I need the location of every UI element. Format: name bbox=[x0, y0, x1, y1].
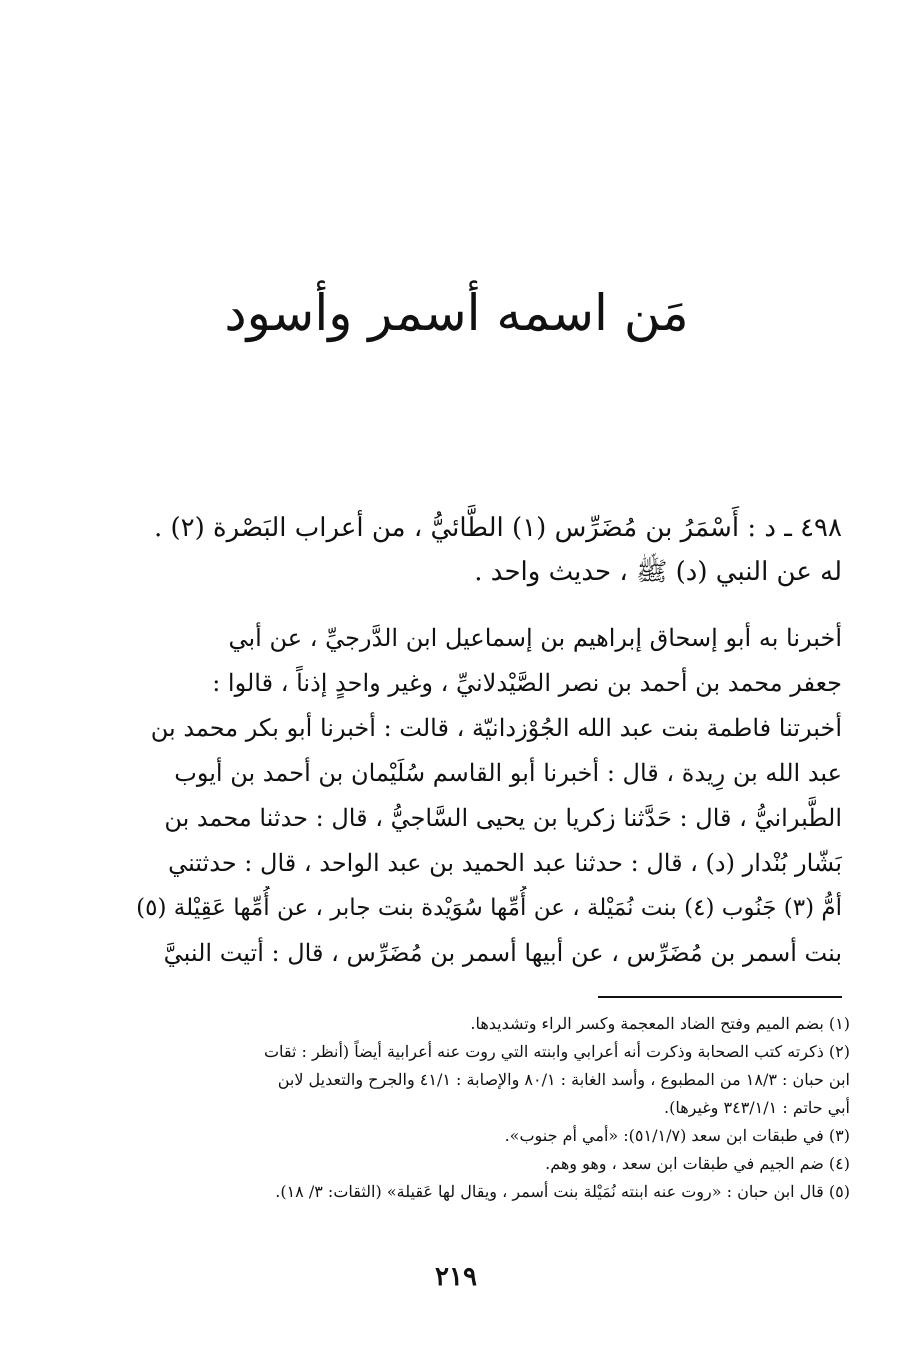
footnotes bbox=[130, 1010, 850, 1206]
body-line: أخبرتنا فاطمة بنت عبد الله الجُوْزدانيّة ، قالت : أخبرنا أبو بكر محمد بن bbox=[150, 714, 842, 742]
body-line: الطَّبرانيُّ ، قال : حَدَّثنا زكريا بن يحيى السَّاجيُّ ، قال : حدثنا محمد بن bbox=[164, 804, 842, 832]
page-number: ٢١٩ bbox=[435, 1262, 477, 1292]
entry-subheading-line: له عن النبي (د) ﷺ ، حديث واحد . bbox=[474, 557, 842, 587]
body-line: عبد الله بن رِيدة ، قال : أخبرنا أبو القاسم سُلَيْمان بن أحمد بن أيوب bbox=[174, 759, 842, 787]
footnote-divider bbox=[598, 996, 842, 998]
footnote-line: (١) بضم الميم وفتح الضاد المعجمة وكسر الراء وتشديدها. bbox=[470, 1014, 850, 1033]
footnote-line: (٤) ضم الجيم في طبقات ابن سعد ، وهو وهم. bbox=[545, 1154, 850, 1173]
body-paragraph bbox=[130, 616, 842, 976]
body-line: بَشّار بُنْدار (د) ، قال : حدثنا عبد الحميد بن عبد الواحد ، قال : حدثتني bbox=[168, 849, 842, 877]
entry-heading-line: ٤٩٨ ـ د : أَسْمَرُ بن مُضَرِّس (١) الطَّائيُّ ، من أعراب البَصْرة (٢) . bbox=[153, 513, 842, 543]
footnote-line: (٥) قال ابن حبان : «روت عنه ابنته نُمَيْلة بنت أسمر ، ويقال لها عَقيلة» (الثقات: ٣/ ١٨). bbox=[275, 1182, 850, 1201]
body-line: أمُّ (٣) جَنُوب (٤) بنت نُمَيْلة ، عن أُمِّها سُوَيْدة بنت جابر ، عن أُمِّها عَقِيْلة (٥) bbox=[136, 895, 842, 921]
entry-heading bbox=[130, 506, 842, 594]
footnote-line: (٢) ذكرته كتب الصحابة وذكرت أنه أعرابي وابنته التي روت عنه أعرابية أيضاً (أنظر : ثقات bbox=[263, 1042, 850, 1061]
footnote-line: (٣) في طبقات ابن سعد (٥١/١/٧): «أمي أم جنوب». bbox=[504, 1126, 850, 1145]
footnote-line: ابن حبان : ١٨/٣ من المطبوع ، وأسد الغابة : ٨٠/١ والإصابة : ٤١/١ والجرح والتعديل لابن bbox=[277, 1070, 850, 1089]
section-title: مَن اسمه أسمر وأسود bbox=[224, 284, 689, 342]
body-line: أخبرنا به أبو إسحاق إبراهيم بن إسماعيل ابن الدَّرجيِّ ، عن أبي bbox=[228, 624, 842, 652]
body-line: جعفر محمد بن أحمد بن نصر الصَّيْدلانيِّ ، وغير واحدٍ إذناً ، قالوا : bbox=[212, 669, 842, 697]
footnote-line: أبي حاتم : ٣٤٣/١/١ وغيرها). bbox=[664, 1098, 850, 1117]
body-line: بنت أسمر بن مُضَرِّس ، عن أبيها أسمر بن مُضَرِّس ، قال : أتيت النبيَّ bbox=[163, 939, 842, 967]
